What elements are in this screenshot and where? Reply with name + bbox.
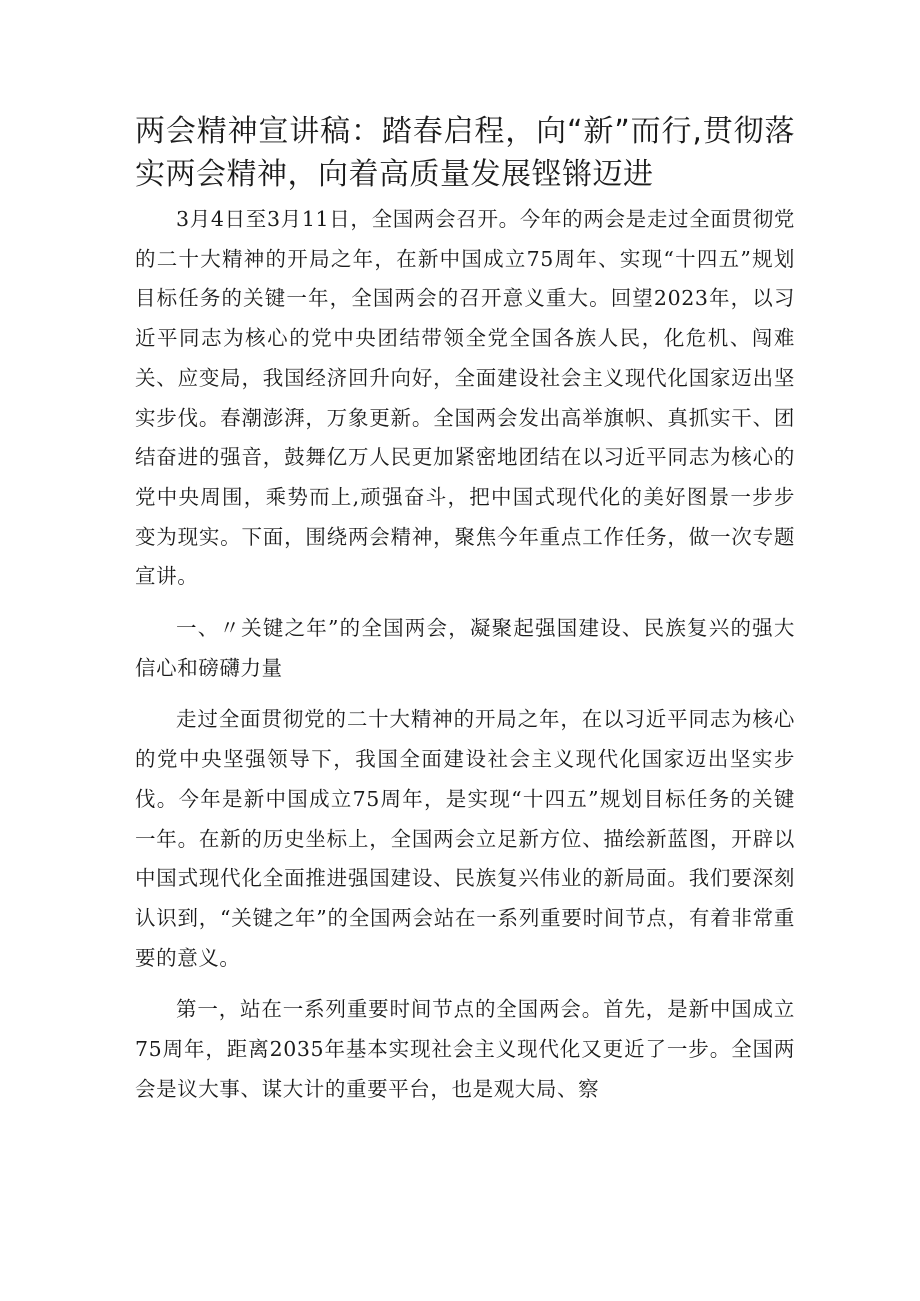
- section-heading-1: 一、〃关键之年”的全国两会，凝聚起强国建设、民族复兴的强大信心和磅礴力量: [135, 616, 795, 680]
- paragraph-gap: [135, 978, 795, 990]
- intro-paragraph: 3月4日至3月11日，全国两会召开。今年的两会是走过全面贯彻党的二十大精神的开局之年，在新中国成立75周年、实现“十四五”规划目标任务的关键一年，全国两会的召开意义重大。回望2023年，以习近平同志为核心的党中央团结带领全党全国各族人民，化危机、闯难关、应变局，我国经济回升向好，全面建设社会主义现代化国家迈出坚实步伐。春潮澎湃，万象更新。全国两会发出高举旗帜、真抓实干、团结奋进的强音，鼓舞亿万人民更加紧密地团结在以习近平同志为核心的党中央周围，乘势而上,顽强奋斗，把中国式现代化的美好图景一步步变为现实。下面，围绕两会精神，聚焦今年重点工作任务，做一次专题宣讲。: [135, 207, 795, 589]
- point-1-paragraph: 第一，站在一系列重要时间节点的全国两会。首先，是新中国成立75周年，距离2035年基本实现社会主义现代化又更近了一步。全国两会是议大事、谋大计的重要平台，也是观大局、察: [135, 997, 795, 1101]
- paragraph-gap: [135, 688, 795, 700]
- document-title: 两会精神宣讲稿：踏春启程，向“新”而行,贯彻落实两会精神，向着高质量发展铿锵迈进: [135, 114, 795, 192]
- section-1-paragraph: 走过全面贯彻党的二十大精神的开局之年，在以习近平同志为核心的党中央坚强领导下，我国全面建设社会主义现代化国家迈出坚实步伐。今年是新中国成立75周年，是实现“十四五”规划目标任务的关键一年。在新的历史坐标上，全国两会立足新方位、描绘新蓝图，开辟以中国式现代化全面推进强国建设、民族复兴伟业的新局面。我们要深刻认识到，“关键之年”的全国两会站在一系列重要时间节点，有着非常重要的意义。: [135, 707, 795, 970]
- paragraph-gap: [135, 597, 795, 609]
- document-page: [135, 110, 795, 1109]
